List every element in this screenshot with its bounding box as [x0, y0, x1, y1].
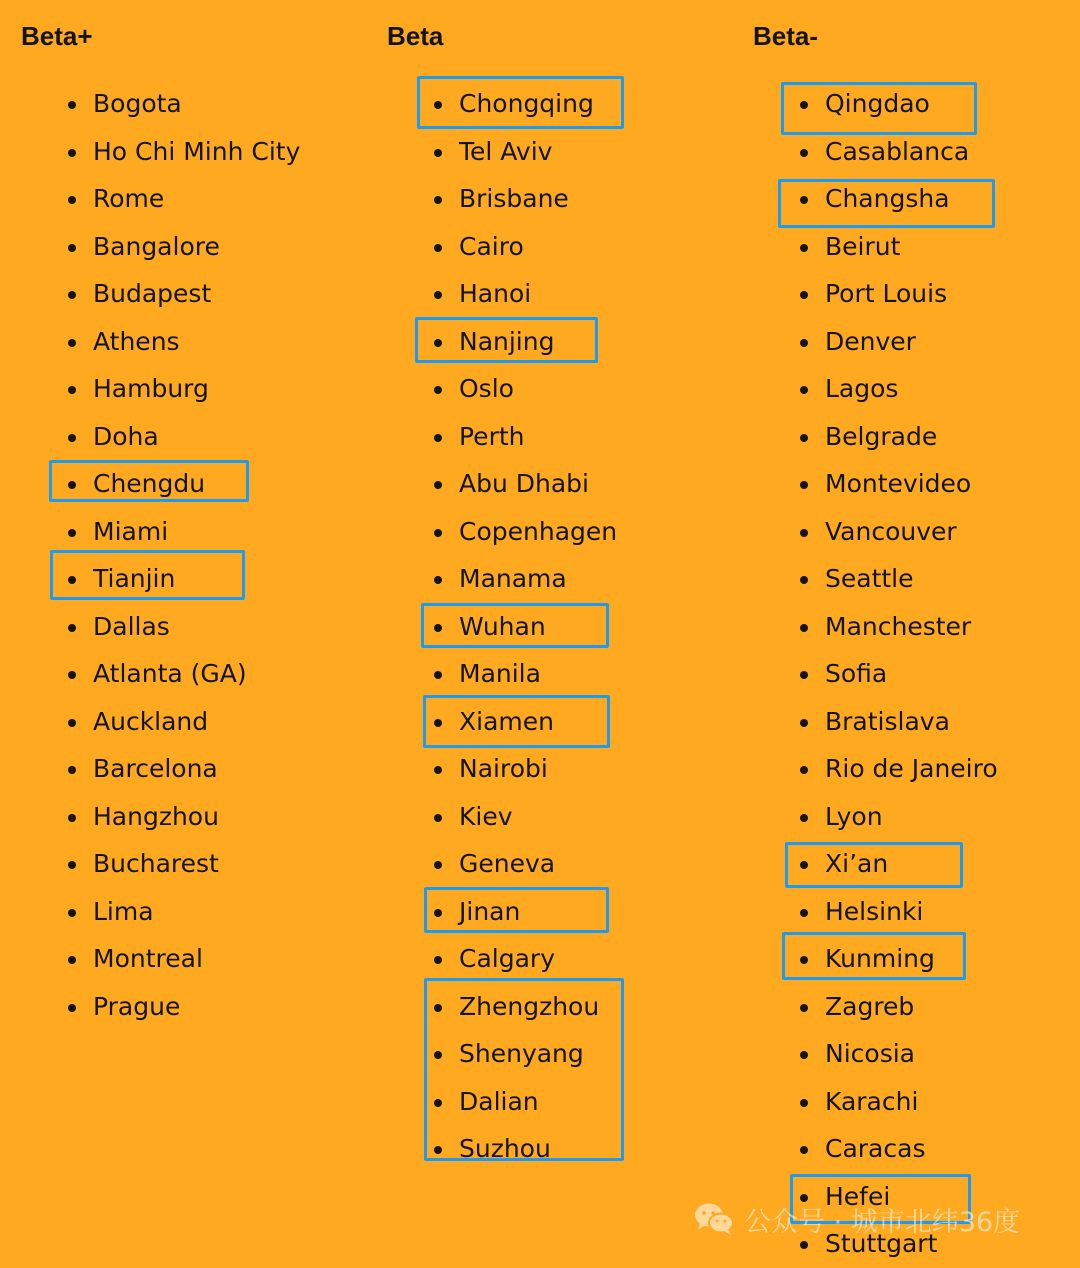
bullet-icon — [800, 529, 808, 537]
watermark — [694, 1199, 1020, 1239]
city-name: Tianjin — [93, 564, 176, 593]
city-name: Barcelona — [93, 754, 218, 783]
city-name: Atlanta (GA) — [93, 659, 247, 688]
bullet-icon — [800, 1241, 808, 1249]
bullet-icon — [68, 956, 76, 964]
city-name: Seattle — [825, 564, 914, 593]
city-name: Copenhagen — [459, 516, 618, 546]
city-name: Cairo — [459, 231, 524, 261]
wechat-icon — [694, 1202, 734, 1236]
city-name: Denver — [825, 326, 916, 356]
city-name: Shenyang — [459, 1039, 584, 1068]
bullet-icon — [800, 149, 808, 157]
city-name: Prague — [93, 991, 181, 1021]
city-name: Jinan — [459, 896, 521, 926]
bullet-icon — [434, 244, 442, 252]
city-name: Brisbane — [459, 184, 569, 213]
city-name: Bogota — [93, 89, 182, 118]
bullet-icon — [800, 719, 808, 727]
city-name: Manila — [459, 659, 541, 688]
city-name: Dalian — [459, 1086, 539, 1116]
bullet-icon — [800, 1146, 808, 1154]
city-name: Abu Dhabi — [459, 469, 589, 498]
bullet-icon — [434, 956, 442, 964]
bullet-icon — [68, 196, 76, 204]
bullet-icon — [800, 481, 808, 489]
city-name: Athens — [93, 326, 180, 356]
city-name: Tel Aviv — [459, 136, 553, 166]
city-name: Zhengzhou — [459, 991, 600, 1021]
highlight-box — [423, 695, 610, 748]
bullet-icon — [434, 861, 442, 869]
bullet-icon — [434, 766, 442, 774]
city-name: Kiev — [459, 801, 513, 831]
city-name: Geneva — [459, 849, 556, 878]
bullet-icon — [800, 386, 808, 394]
city-name: Stuttgart — [825, 1229, 938, 1258]
city-name: Xi’an — [825, 849, 889, 878]
city-name: Miami — [93, 516, 169, 546]
city-name: Hefei — [825, 1181, 891, 1211]
city-name: Zagreb — [825, 991, 915, 1021]
city-name: Sofia — [825, 659, 888, 688]
bullet-icon — [68, 434, 76, 442]
city-name: Rome — [93, 184, 165, 213]
column-title: Beta+ — [21, 21, 93, 51]
bullet-icon — [800, 624, 808, 632]
city-name: Helsinki — [825, 896, 924, 926]
bullet-icon — [434, 434, 442, 442]
city-name: Montreal — [93, 944, 203, 973]
bullet-icon — [800, 244, 808, 252]
bullet-icon — [68, 1004, 76, 1012]
city-name: Lagos — [825, 374, 899, 403]
bullet-icon — [434, 149, 442, 157]
bullet-icon — [68, 624, 76, 632]
bullet-icon — [800, 1099, 808, 1107]
bullet-icon — [800, 576, 808, 584]
city-name: Bangalore — [93, 231, 220, 261]
city-name: Casablanca — [825, 136, 970, 166]
bullet-icon — [800, 291, 808, 299]
highlight-box — [421, 603, 609, 648]
city-name: Xiamen — [459, 706, 554, 736]
highlight-box — [785, 842, 963, 888]
watermark-text: 公众号 · 城市北纬36度 — [744, 1206, 1021, 1238]
highlight-box — [424, 887, 609, 933]
bullet-icon — [68, 244, 76, 252]
city-name: Rio de Janeiro — [825, 754, 998, 783]
city-name: Doha — [93, 421, 159, 451]
bullet-icon — [434, 196, 442, 204]
bullet-icon — [800, 766, 808, 774]
city-name: Karachi — [825, 1086, 919, 1116]
column-title: Beta — [387, 21, 444, 51]
bullet-icon — [434, 576, 442, 584]
bullet-icon — [68, 101, 76, 109]
city-name: Beirut — [825, 231, 901, 261]
highlight-box — [49, 460, 249, 502]
bullet-icon — [800, 339, 808, 347]
bullet-icon — [434, 481, 442, 489]
city-name: Belgrade — [825, 421, 938, 451]
city-name: Hamburg — [93, 374, 209, 403]
city-name: Lima — [93, 896, 154, 926]
city-name: Caracas — [825, 1134, 926, 1163]
bullet-icon — [68, 386, 76, 394]
city-name: Montevideo — [825, 469, 972, 498]
city-name: Ho Chi Minh City — [93, 136, 301, 166]
bullet-icon — [800, 909, 808, 917]
city-name: Perth — [459, 421, 525, 451]
city-name: Bucharest — [93, 849, 219, 878]
bullet-icon — [434, 671, 442, 679]
bullet-icon — [68, 766, 76, 774]
bullet-icon — [800, 434, 808, 442]
bullet-icon — [68, 339, 76, 347]
bullet-icon — [800, 671, 808, 679]
city-name: Dallas — [93, 611, 170, 641]
highlight-box — [50, 550, 245, 600]
bullet-icon — [68, 814, 76, 822]
city-name: Budapest — [93, 279, 212, 308]
highlight-box — [417, 76, 624, 129]
city-name: Hangzhou — [93, 801, 219, 831]
city-name: Vancouver — [825, 516, 957, 546]
city-name: Wuhan — [459, 611, 546, 641]
city-name: Nairobi — [459, 754, 548, 783]
city-name: Auckland — [93, 706, 209, 736]
highlight-box — [782, 932, 966, 980]
bullet-icon — [68, 671, 76, 679]
city-name: Bratislava — [825, 706, 950, 736]
column-beta-plus — [0, 0, 360, 1262]
bullet-icon — [800, 1004, 808, 1012]
bullet-icon — [434, 529, 442, 537]
bullet-icon — [68, 719, 76, 727]
bullet-icon — [800, 1051, 808, 1059]
city-name: Changsha — [825, 184, 950, 213]
highlight-box — [415, 317, 598, 363]
bullet-icon — [68, 149, 76, 157]
city-name: Nanjing — [459, 326, 555, 356]
city-name: Hanoi — [459, 279, 532, 308]
city-name: Chengdu — [93, 469, 206, 498]
bullet-icon — [68, 529, 76, 537]
city-name: Manchester — [825, 611, 972, 641]
city-name: Nicosia — [825, 1039, 915, 1068]
city-name: Port Louis — [825, 279, 948, 308]
bullet-icon — [68, 291, 76, 299]
city-name: Chongqing — [459, 89, 594, 118]
highlight-box — [781, 82, 977, 135]
city-name: Kunming — [825, 944, 935, 973]
city-name: Suzhou — [459, 1134, 551, 1163]
bullet-icon — [434, 291, 442, 299]
city-name: Calgary — [459, 944, 555, 973]
bullet-icon — [800, 814, 808, 822]
city-name: Oslo — [459, 374, 514, 403]
bullet-icon — [434, 814, 442, 822]
city-name: Qingdao — [825, 89, 930, 118]
city-name: Lyon — [825, 801, 883, 831]
city-name: Manama — [459, 564, 567, 593]
highlight-box — [778, 179, 995, 228]
column-title: Beta- — [753, 21, 819, 51]
bullet-icon — [434, 386, 442, 394]
bullet-icon — [68, 909, 76, 917]
bullet-icon — [68, 861, 76, 869]
highlight-box — [424, 978, 624, 1161]
